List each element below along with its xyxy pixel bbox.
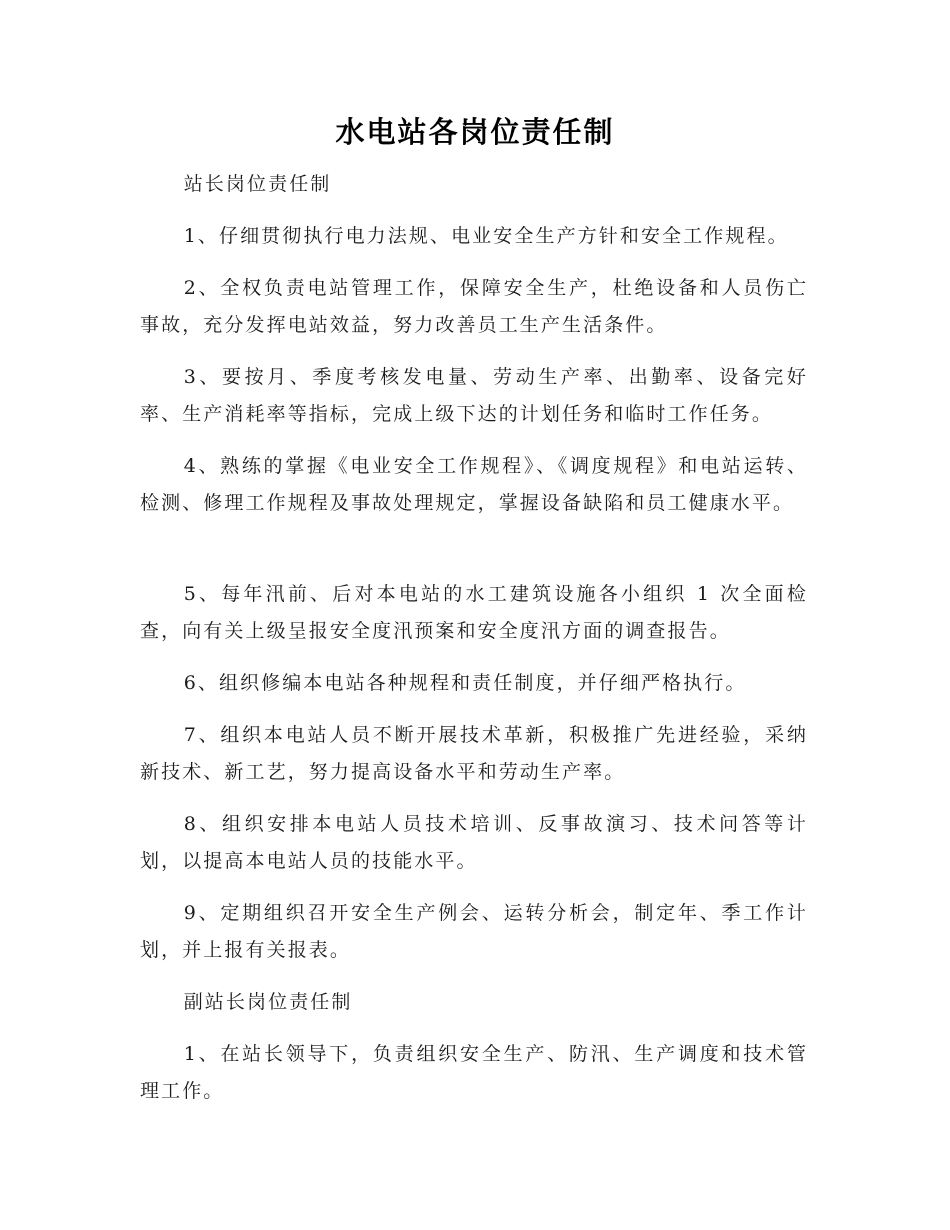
clause-paragraph: 5、每年汛前、后对本电站的水工建筑设施各小组织 1 次全面检查，向有关上级呈报安全度汛预案和安全度汛方面的调查报告。: [140, 583, 808, 642]
section-heading-station-chief: 站长岗位责任制: [183, 173, 332, 195]
clause-paragraph: 2、全权负责电站管理工作，保障安全生产，杜绝设备和人员伤亡事故，充分发挥电站效益，努力改善员工生产生活条件。: [140, 277, 808, 336]
clause-paragraph: 1、在站长领导下，负责组织安全生产、防汛、生产调度和技术管理工作。: [140, 1043, 808, 1102]
clause-paragraph: 6、组织修编本电站各种规程和责任制度，并仔细严格执行。: [183, 672, 747, 694]
clause-paragraph: 9、定期组织召开安全生产例会、运转分析会，制定年、季工作计划，并上报有关报表。: [140, 902, 808, 961]
clause-paragraph: 7、组织本电站人员不断开展技术革新，积极推广先进经验，采纳新技术、新工艺，努力提高设备水平和劳动生产率。: [140, 724, 808, 783]
document-title: 水电站各岗位责任制: [335, 115, 615, 149]
clause-paragraph: 4、熟练的掌握《电业安全工作规程》、《调度规程》和电站运转、检测、修理工作规程及事故处理规定，掌握设备缺陷和员工健康水平。: [140, 455, 808, 514]
clause-paragraph: 3、要按月、季度考核发电量、劳动生产率、出勤率、设备完好率、生产消耗率等指标，完成上级下达的计划任务和临时工作任务。: [140, 366, 808, 425]
section-heading-deputy-chief: 副站长岗位责任制: [183, 991, 353, 1013]
clause-paragraph: 1、仔细贯彻执行电力法规、电业安全生产方针和安全工作规程。: [183, 225, 789, 247]
clause-paragraph: 8、组织安排本电站人员技术培训、反事故演习、技术问答等计划，以提高本电站人员的技能水平。: [140, 813, 808, 872]
